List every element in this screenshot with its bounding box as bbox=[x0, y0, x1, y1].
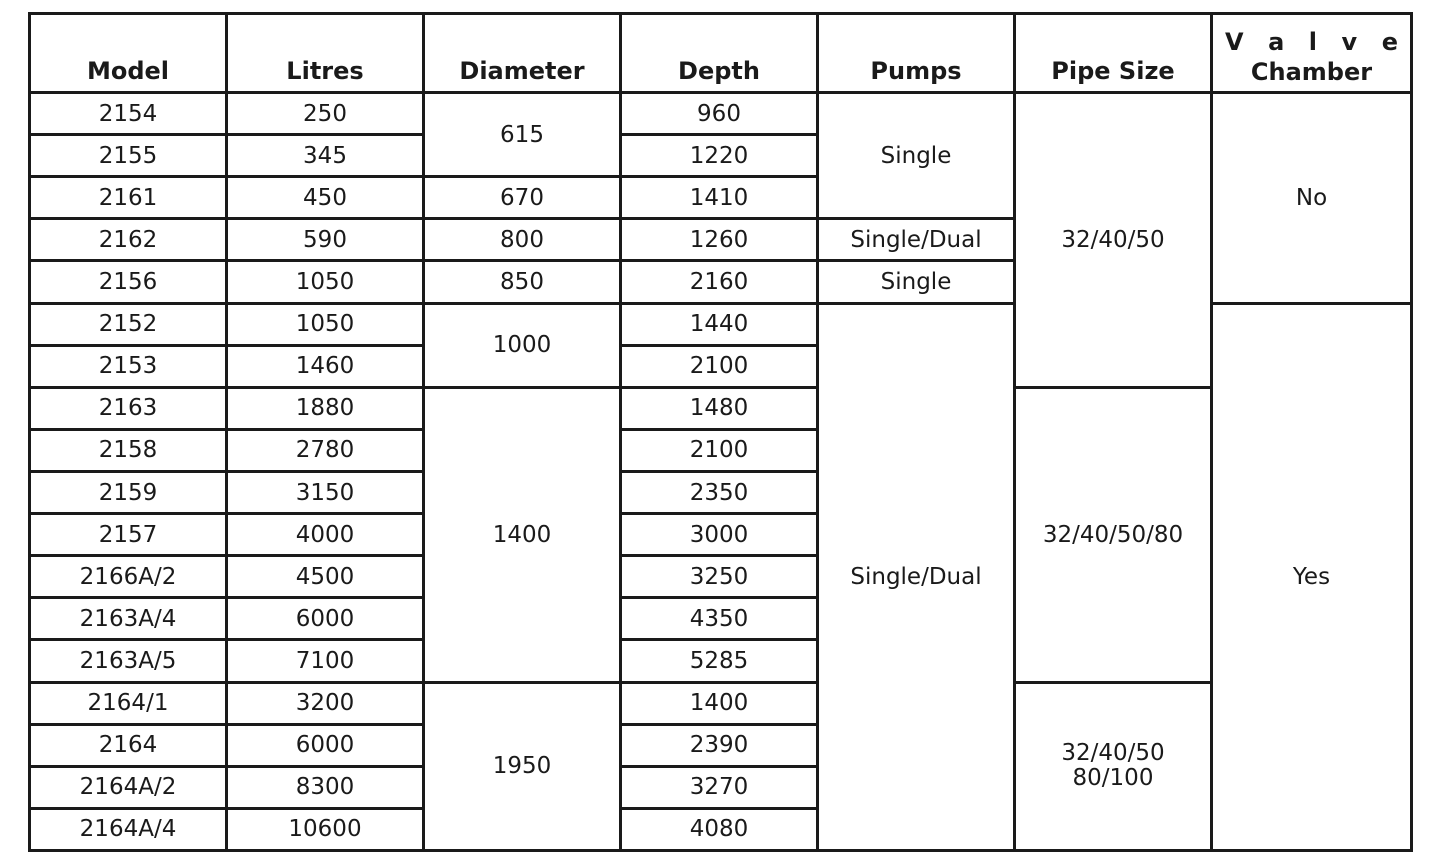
cell-litres: 590 bbox=[227, 219, 424, 261]
cell-depth: 4080 bbox=[621, 808, 818, 850]
cell-depth: 3250 bbox=[621, 556, 818, 598]
cell-pipe-size: 32/40/50/80 bbox=[1015, 387, 1212, 682]
cell-model: 2156 bbox=[30, 261, 227, 303]
cell-model: 2161 bbox=[30, 177, 227, 219]
cell-model: 2154 bbox=[30, 93, 227, 135]
cell-depth: 4350 bbox=[621, 598, 818, 640]
cell-litres: 6000 bbox=[227, 724, 424, 766]
cell-model: 2163A/5 bbox=[30, 640, 227, 682]
cell-litres: 6000 bbox=[227, 598, 424, 640]
cell-model: 2153 bbox=[30, 345, 227, 387]
cell-depth: 2350 bbox=[621, 471, 818, 513]
cell-depth: 2100 bbox=[621, 345, 818, 387]
cell-depth: 2100 bbox=[621, 429, 818, 471]
cell-diameter: 670 bbox=[424, 177, 621, 219]
cell-litres: 4500 bbox=[227, 556, 424, 598]
cell-model: 2159 bbox=[30, 471, 227, 513]
pipe-size-line2: 80/100 bbox=[1072, 765, 1154, 792]
cell-litres: 345 bbox=[227, 135, 424, 177]
pipe-size-line1: 32/40/50 bbox=[1061, 740, 1165, 767]
cell-model: 2164A/2 bbox=[30, 766, 227, 808]
cell-depth: 5285 bbox=[621, 640, 818, 682]
cell-pipe-size: 32/40/50 bbox=[1015, 93, 1212, 388]
cell-model: 2163A/4 bbox=[30, 598, 227, 640]
table-row bbox=[30, 93, 1412, 135]
cell-diameter: 615 bbox=[424, 93, 621, 177]
cell-model: 2164 bbox=[30, 724, 227, 766]
header-valve-chamber bbox=[1212, 14, 1412, 93]
cell-depth: 1400 bbox=[621, 682, 818, 724]
cell-diameter: 850 bbox=[424, 261, 621, 303]
cell-depth: 1260 bbox=[621, 219, 818, 261]
cell-litres: 1050 bbox=[227, 303, 424, 345]
cell-depth: 1440 bbox=[621, 303, 818, 345]
cell-valve-chamber: Yes bbox=[1212, 303, 1412, 850]
cell-litres: 250 bbox=[227, 93, 424, 135]
cell-valve-chamber: No bbox=[1212, 93, 1412, 304]
header-model: Model bbox=[30, 14, 227, 93]
cell-pumps: Single/Dual bbox=[818, 303, 1015, 850]
cell-depth: 3000 bbox=[621, 514, 818, 556]
cell-litres: 1460 bbox=[227, 345, 424, 387]
cell-diameter: 1000 bbox=[424, 303, 621, 387]
cell-depth: 2160 bbox=[621, 261, 818, 303]
cell-depth: 2390 bbox=[621, 724, 818, 766]
cell-diameter: 1400 bbox=[424, 387, 621, 682]
cell-model: 2164A/4 bbox=[30, 808, 227, 850]
cell-litres: 8300 bbox=[227, 766, 424, 808]
cell-model: 2164/1 bbox=[30, 682, 227, 724]
header-pumps: Pumps bbox=[818, 14, 1015, 93]
header-diameter: Diameter bbox=[424, 14, 621, 93]
cell-depth: 3270 bbox=[621, 766, 818, 808]
header-valve-line2: Chamber bbox=[1250, 58, 1373, 86]
cell-pipe-size bbox=[1015, 682, 1212, 850]
cell-litres: 7100 bbox=[227, 640, 424, 682]
spec-table bbox=[28, 12, 1413, 852]
header-litres: Litres bbox=[227, 14, 424, 93]
cell-model: 2163 bbox=[30, 387, 227, 429]
cell-pumps: Single bbox=[818, 261, 1015, 303]
cell-depth: 1480 bbox=[621, 387, 818, 429]
header-valve-line1: V a l v e bbox=[1225, 28, 1398, 56]
cell-diameter: 1950 bbox=[424, 682, 621, 850]
cell-depth: 1410 bbox=[621, 177, 818, 219]
cell-depth: 1220 bbox=[621, 135, 818, 177]
header-depth: Depth bbox=[621, 14, 818, 93]
cell-litres: 3150 bbox=[227, 471, 424, 513]
cell-litres: 3200 bbox=[227, 682, 424, 724]
table-row bbox=[30, 387, 1412, 429]
cell-litres: 10600 bbox=[227, 808, 424, 850]
cell-model: 2157 bbox=[30, 514, 227, 556]
cell-litres: 450 bbox=[227, 177, 424, 219]
cell-litres: 2780 bbox=[227, 429, 424, 471]
cell-model: 2162 bbox=[30, 219, 227, 261]
cell-pumps: Single/Dual bbox=[818, 219, 1015, 261]
header-row bbox=[30, 14, 1412, 93]
cell-model: 2166A/2 bbox=[30, 556, 227, 598]
cell-diameter: 800 bbox=[424, 219, 621, 261]
cell-model: 2152 bbox=[30, 303, 227, 345]
cell-litres: 1050 bbox=[227, 261, 424, 303]
table-row bbox=[30, 682, 1412, 724]
cell-model: 2155 bbox=[30, 135, 227, 177]
cell-litres: 4000 bbox=[227, 514, 424, 556]
header-pipe-size: Pipe Size bbox=[1015, 14, 1212, 93]
cell-litres: 1880 bbox=[227, 387, 424, 429]
cell-depth: 960 bbox=[621, 93, 818, 135]
cell-pumps: Single bbox=[818, 93, 1015, 219]
cell-model: 2158 bbox=[30, 429, 227, 471]
